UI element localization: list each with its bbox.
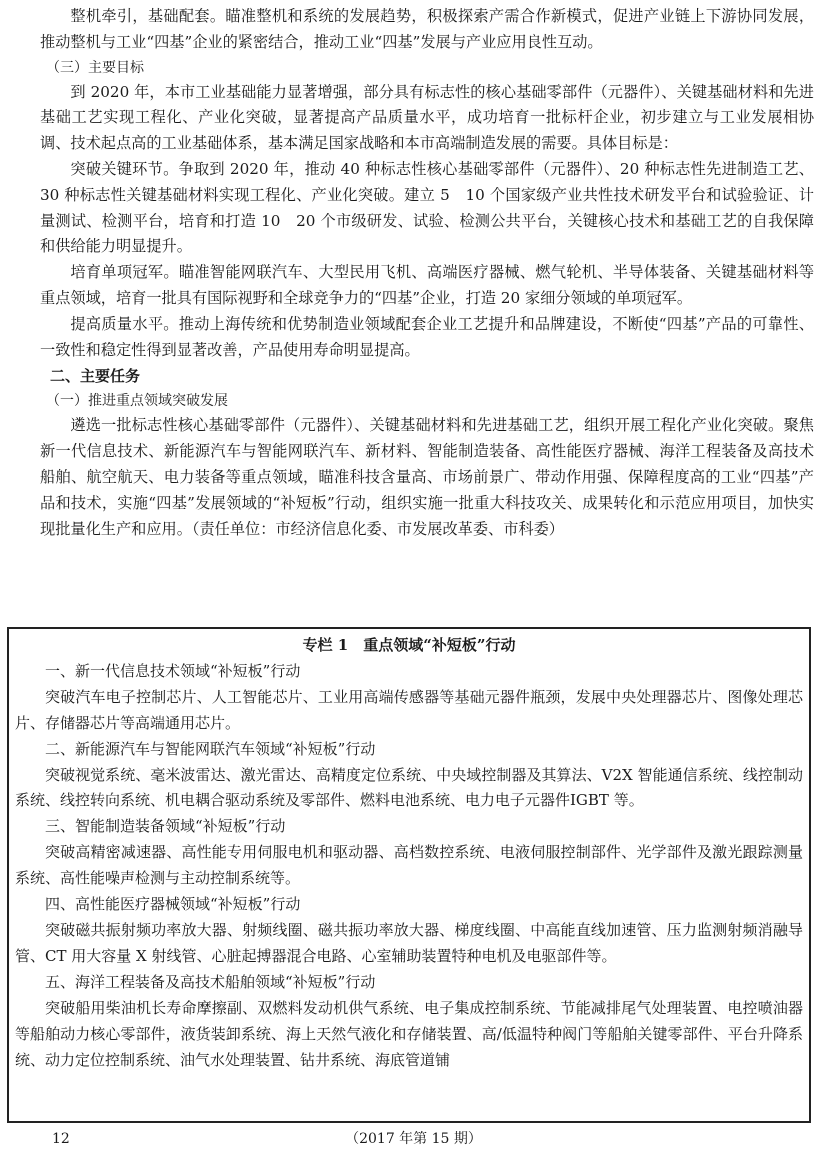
paragraph-key-links: 突破关键环节。争取到 2020 年，推动 40 种标志性核心基础零部件（元器件）、20 种标志性先进制造工艺、30 种标志性关键基础材料实现工程化、产业化突破。建立 5 10 个国家级产业共性技术研发平台和试验验证、计量测试、检测平台，培育和打造 10 20 个市级研发、试验、检测公共平台，关键核心技术和基础工艺的自我保障和供给能力明显提升。 [40, 159, 814, 256]
column-section-1-heading: 一、新一代信息技术领域“补短板”行动 [45, 661, 301, 680]
column-box-1 [7, 627, 811, 1123]
heading-main-goals: （三）主要目标 [46, 59, 144, 76]
column-section-5-body: 突破船用柴油机长寿命摩擦副、双燃料发动机供气系统、电子集成控制系统、节能减排尾气处理装置、电控喷油器等船舶动力核心零部件，液货装卸系统、海上天然气液化和存储装置、高/低温特种阀门等船舶关键零部件、平台升降系统、动力定位控制系统、油气水处理装置、钻井系统、海底管道铺 [15, 998, 803, 1069]
paragraph-quality: 提高质量水平。推动上海传统和优势制造业领域配套企业工艺提升和品牌建设，不断使“四基”产品的可靠性、一致性和稳定性得到显著改善，产品使用寿命明显提高。 [40, 314, 814, 359]
column-section-2-body: 突破视觉系统、毫米波雷达、激光雷达、高精度定位系统、中央域控制器及其算法、V2X 智能通信系统、线控制动系统、线控转向系统、机电耦合驱动系统及零部件、燃料电池系统、电力电子元器件IGBT 等。 [15, 765, 803, 810]
column-section-4-heading: 四、高性能医疗器械领域“补短板”行动 [45, 895, 301, 914]
column-section-3-body: 突破高精密减速器、高性能专用伺服电机和驱动器、高档数控系统、电液伺服控制部件、光学部件及激光跟踪测量系统、高性能噪声检测与主动控制系统等。 [15, 843, 803, 888]
column-section-5-heading: 五、海洋工程装备及高技术船舶领域“补短板”行动 [45, 972, 376, 991]
column-section-4-body: 突破磁共振射频功率放大器、射频线圈、磁共振功率放大器、梯度线圈、中高能直线加速管、压力监测射频消融导管、CT 用大容量 X 射线管、心脏起搏器混合电路、心室辅助装置特种电机及电驱部件等。 [15, 920, 803, 965]
column-section-2-heading: 二、新能源汽车与智能网联汽车领域“补短板”行动 [45, 739, 376, 758]
paragraph-task-1: 遴选一批标志性核心基础零部件（元器件）、关键基础材料和先进基础工艺，组织开展工程化产业化突破。聚焦新一代信息技术、新能源汽车与智能网联汽车、新材料、智能制造装备、高性能医疗器械、海洋工程装备及高技术船舶、航空航天、电力装备等重点领域，瞄准科技含量高、市场前景广、带动作用强、保障程度高的工业“四基”产品和技术，实施“四基”发展领域的“补短板”行动，组织实施一批重大科技攻关、成果转化和示范应用项目，加快实现批量化生产和应用。（责任单位：市经济信息化委、市发展改革委、市科委） [40, 416, 814, 538]
issue-label: （2017 年第 15 期） [345, 1131, 482, 1147]
column-section-1-body: 突破汽车电子控制芯片、人工智能芯片、工业用高端传感器等基础元器件瓶颈，发展中央处理器芯片、图像处理芯片、存储器芯片等高端通用芯片。 [15, 687, 803, 732]
paragraph-goals: 到 2020 年，本市工业基础能力显著增强，部分具有标志性的核心基础零部件（元器件）、关键基础材料和先进基础工艺实现工程化、产业化突破，显著提高产品质量水平，成功培育一批标杆企业，初步建立与工业发展相协调、技术起点高的工业基础体系，基本满足国家战略和本市高端制造发展的需要。具体目标是： [40, 82, 814, 153]
paragraph-champions: 培育单项冠军。瞄准智能网联汽车、大型民用飞机、高端医疗器械、燃气轮机、半导体装备、关键基础材料等重点领域，培育一批具有国际视野和全球竞争力的“四基”企业，打造 20 家细分领域的单项冠军。 [40, 263, 814, 307]
page-number: 12 [52, 1131, 70, 1147]
paragraph-supporting: 整机牵引，基础配套。瞄准整机和系统的发展趋势，积极探索产需合作新模式，促进产业链上下游协同发展，推动整机与工业“四基”企业的紧密结合，推动工业“四基”发展与产业应用良性互动。 [40, 7, 814, 51]
page-body [40, 0, 814, 542]
heading-task-1: （一）推进重点领域突破发展 [46, 393, 228, 410]
column-section-3-heading: 三、智能制造装备领域“补短板”行动 [45, 817, 286, 836]
column-box-title: 专栏 1 重点领域“补短板”行动 [302, 636, 516, 654]
heading-main-tasks: 二、主要任务 [50, 367, 141, 386]
